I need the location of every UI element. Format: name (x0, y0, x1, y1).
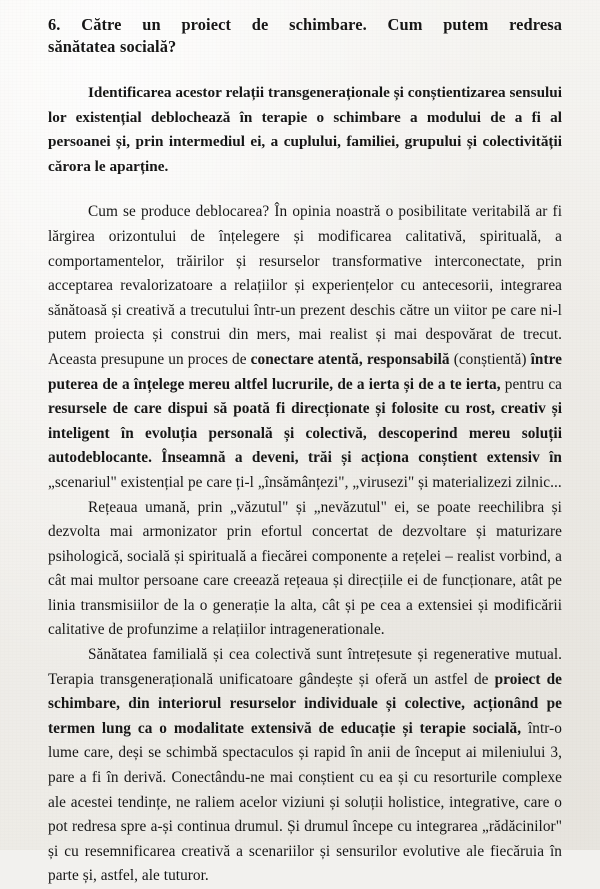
text-run: pentru ca (500, 375, 562, 393)
text-run: Rețeaua umană, prin „văzutul" și „nevăzutul" ei, se poate reechilibra și dezvolta mai armonizator prin efortul concertat de dezvoltare și maturizare psihologică, socială și spirituală a fiecărei componente a rețelei – realist vorbind, a cât mai multor persoane care creează rețeaua și direcțiile ei de funcționare, atât pe linia transmisiilor de la o generație la alta, cât și pe cea a extensiei și modificării calitative de profunzime a relațiilor intragenerationale. (48, 498, 562, 639)
page-content (48, 14, 562, 889)
heading-line-1: 6. Către un proiect de schimbare. Cum putem redresa (48, 15, 562, 34)
text-run: Sănătatea familială și cea colectivă sunt întrețesute și regenerative mutual. Terapia transgenerațională unificatoare gândește și oferă un astfel de (48, 646, 562, 688)
section-heading (48, 14, 562, 57)
text-run: (conștientă) (449, 350, 531, 368)
emphasis-run: între puterea de a înțelege mereu altfel lucrurile, de a ierta și de a te ierta, (48, 350, 562, 393)
text-run: Cum se produce deblocarea? În opinia noastră o posibilitate veritabilă ar fi lărgirea orizontului de înțelegere și modificarea calitativă, spirituală, a comportamentelor, trăirilor și resurselor transformative interconectate, prin acceptarea revalorizatoare a relațiilor și experiențelor cu antecesorii, integrarea sănătoasă și creativă a trecutului într-un prezent deschis către un viitor pe care ni-l putem proiecta și construi din mers, mai realist și mai despovărat de trecut. Aceasta presupune un proces de (48, 203, 562, 368)
emphasis-run: resursele de care dispui să poată fi direcționate și folosite cu rost, creativ și inteligent în evoluția personală și colectivă, descoperind mereu soluții autodeblocante. Înseamnă a deveni, trăi și acționa conștient extensiv în (48, 400, 562, 467)
body-paragraph-2 (48, 496, 562, 644)
text-run: într-o lume care, deși se schimbă spectaculos și rapid în anii de început ai mileniului 3, pare a fi în derivă. Conectându-ne mai conștient cu ea și cu resorturile complexe ale acestei tendințe, ne raliem acelor viziuni și soluții holistice, integrative, care o pot redresa spre a-și continua drumul. Și drumul începe cu integrarea „rădăcinilor" și cu resemnificarea creativă a scenariilor și sensurilor evolutive ale fiecăruia în parte și, astfel, ale tuturor. (48, 719, 562, 885)
emphasis-run: conectare atentă, responsabilă (250, 350, 450, 368)
body-paragraph-1 (48, 200, 562, 495)
lead-paragraph: Identificarea acestor relații transgeneraționale și conștientizarea sensului lor existențial deblochează în terapie o schimbare a modului de a fi al persoanei și, prin intermediul ei, a cuplului, familiei, grupului și colectivității cărora le aparține. (48, 84, 562, 175)
heading-line-2: sănătatea socială? (48, 36, 177, 56)
emphasis-run: proiect de schimbare, din interiorul resurselor individuale și colective, acționând pe termen lung ca o modalitate extensivă de educație și terapie socială, (48, 670, 562, 737)
text-run: „scenariul" existențial pe care ți-l „însămânțezi", „virusezi" și materializezi zilnic... (48, 473, 562, 491)
body-paragraph-3 (48, 643, 562, 889)
